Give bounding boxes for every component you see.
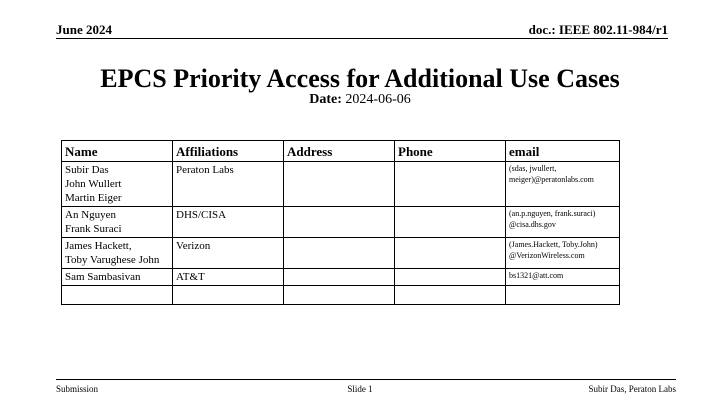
address-cell (284, 238, 395, 269)
date-value: 2024-06-06 (341, 92, 411, 107)
email-line: (James.Hackett, Toby.John) (509, 240, 598, 249)
affiliation-cell: AT&T (173, 269, 284, 286)
author-name: Subir Das (65, 164, 109, 176)
author-name: James Hackett, (65, 240, 132, 252)
table-row (62, 238, 620, 269)
header-divider (56, 38, 668, 39)
empty-cell (506, 286, 620, 305)
email-cell (506, 269, 620, 286)
phone-cell (395, 269, 506, 286)
author-name: John Wullert (65, 178, 122, 190)
header-doc-id: doc.: IEEE 802.11-984/r1 (528, 22, 668, 37)
header-address: Address (284, 141, 395, 162)
phone-cell (395, 162, 506, 207)
phone-cell (395, 238, 506, 269)
slide-title: EPCS Priority Access for Additional Use Cases (100, 64, 620, 93)
empty-cell (62, 286, 173, 305)
address-cell (284, 162, 395, 207)
header-phone: Phone (395, 141, 506, 162)
table-row-empty (62, 286, 620, 305)
footer-divider (56, 379, 676, 380)
name-cell (62, 162, 173, 207)
email-line: (an.p.nguyen, frank.suraci) (509, 209, 596, 218)
email-line: (sdas, jwullert, (509, 164, 557, 173)
author-name: An Nguyen (65, 209, 117, 221)
table-header-row (62, 141, 620, 162)
empty-cell (395, 286, 506, 305)
email-cell (506, 207, 620, 238)
author-name: Martin Eiger (65, 192, 122, 204)
email-line: @cisa.dhs.gov (509, 220, 556, 229)
date-label: Date: (309, 92, 342, 107)
header-email: email (506, 141, 620, 162)
empty-cell (173, 286, 284, 305)
table-row (62, 269, 620, 286)
address-cell (284, 269, 395, 286)
header-name: Name (62, 141, 173, 162)
author-name: Frank Suraci (65, 223, 122, 235)
empty-cell (284, 286, 395, 305)
address-cell (284, 207, 395, 238)
affiliation-cell: Peraton Labs (173, 162, 284, 207)
header-affiliations: Affiliations (173, 141, 284, 162)
footer-slide-number: Slide 1 (347, 384, 373, 394)
name-cell (62, 238, 173, 269)
affiliation-cell: DHS/CISA (173, 207, 284, 238)
authors-table (61, 140, 620, 305)
date-line (0, 92, 720, 108)
table-row (62, 207, 620, 238)
email-cell (506, 238, 620, 269)
affiliation-cell: Verizon (173, 238, 284, 269)
author-name: Toby Varughese John (65, 254, 160, 266)
email-line: meiger)@peratonlabs.com (509, 175, 594, 184)
author-name: Sam Sambasivan (65, 271, 141, 283)
footer-author: Subir Das, Peraton Labs (588, 384, 676, 394)
email-line: @VerizonWireless.com (509, 251, 585, 260)
name-cell (62, 269, 173, 286)
name-cell (62, 207, 173, 238)
email-line: bs1321@att.com (509, 271, 564, 280)
footer-submission: Submission (56, 384, 99, 394)
table-row (62, 162, 620, 207)
header-date: June 2024 (56, 22, 112, 37)
email-cell (506, 162, 620, 207)
phone-cell (395, 207, 506, 238)
